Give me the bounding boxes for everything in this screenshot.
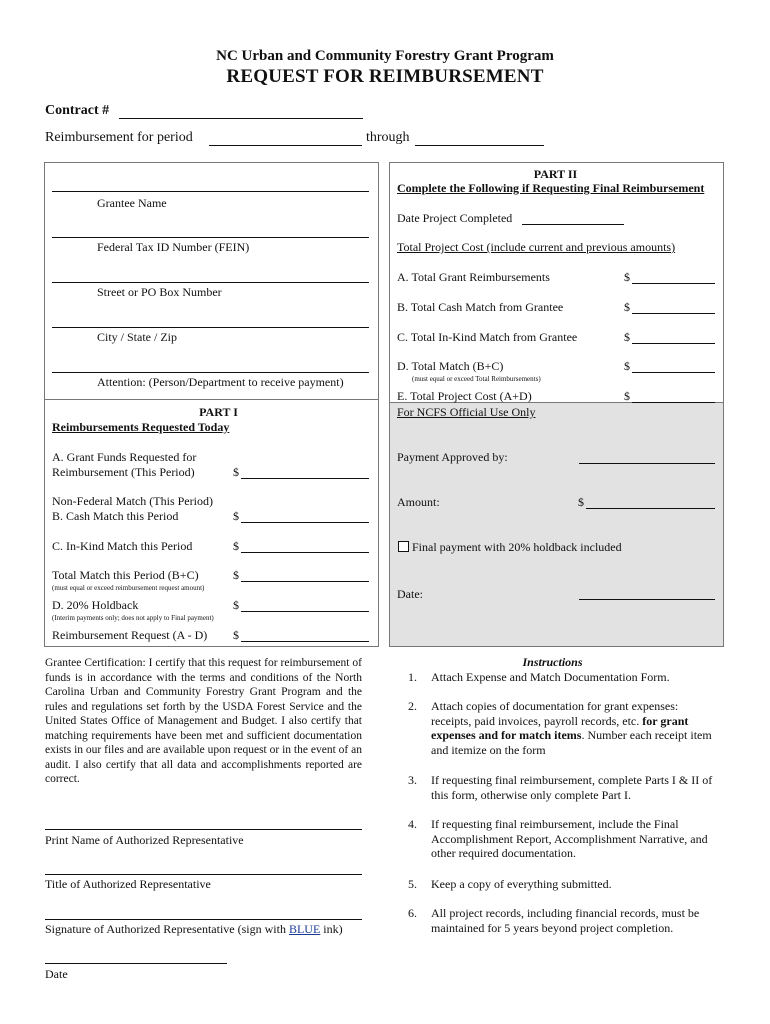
total-grant-reimbursements-field[interactable] xyxy=(632,270,715,284)
total-in-kind-match-field[interactable] xyxy=(632,330,715,344)
instruction-item xyxy=(431,699,721,757)
title-label: Title of Authorized Representative xyxy=(45,877,211,891)
signature-label-blue: BLUE xyxy=(288,922,321,936)
official-use-title: For NCFS Official Use Only xyxy=(397,405,536,419)
holdback-label: D. 20% Holdback xyxy=(52,598,139,612)
grantee-name-label: Grantee Name xyxy=(97,196,167,210)
official-use-panel xyxy=(389,402,724,647)
instruction-item: If requesting final reimbursement, include the Final Accomplishment Report, Accomplishment Narrative, and other required documentation. xyxy=(431,817,708,861)
official-amount-label: Amount: xyxy=(397,495,440,509)
city-state-zip-label: City / State / Zip xyxy=(97,330,177,344)
period-through-label: through xyxy=(366,130,410,145)
period-start-field[interactable] xyxy=(209,131,362,146)
instruction-item: Keep a copy of everything submitted. xyxy=(431,877,612,891)
final-payment-checkbox[interactable] xyxy=(398,541,409,552)
instructions-title: Instructions xyxy=(522,655,583,669)
total-match-bc-note: (must equal or exceed Total Reimbursements) xyxy=(412,375,541,383)
total-match-label: Total Match this Period (B+C) xyxy=(52,568,199,582)
date-label: Date xyxy=(45,967,68,981)
reimbursement-request-amount-field[interactable] xyxy=(241,628,369,642)
dollar-sign: $ xyxy=(578,495,584,509)
part2-title: PART II xyxy=(533,167,578,181)
signature-label-pre: Signature of Authorized Representative (sign with xyxy=(45,922,289,936)
signature-label-post: ink) xyxy=(320,922,343,936)
total-cash-match-label: B. Total Cash Match from Grantee xyxy=(397,300,564,314)
total-match-bc-field[interactable] xyxy=(632,359,715,373)
instruction-item: If requesting final reimbursement, complete Parts I & II of this form, otherwise only complete Part I. xyxy=(431,773,713,802)
payment-approved-field[interactable] xyxy=(579,450,715,464)
street-label: Street or PO Box Number xyxy=(97,285,222,299)
dollar-sign: $ xyxy=(233,539,239,553)
grant-funds-amount-field[interactable] xyxy=(241,465,369,479)
total-cost-header: Total Project Cost (include current and previous amounts) xyxy=(397,240,676,254)
date-field[interactable] xyxy=(45,950,227,964)
reimbursement-request-label: Reimbursement Request (A - D) xyxy=(52,628,208,642)
attention-label: Attention: (Person/Department to receive payment) xyxy=(97,375,344,389)
holdback-note: (Interim payments only; does not apply to Final payment) xyxy=(52,614,214,622)
dollar-sign: $ xyxy=(233,568,239,582)
grant-funds-label-1: A. Grant Funds Requested for xyxy=(52,450,197,464)
instruction-number: 2. xyxy=(408,699,417,713)
total-project-cost-field[interactable] xyxy=(632,389,715,403)
print-name-label: Print Name of Authorized Representative xyxy=(45,833,244,847)
total-match-bc-label: D. Total Match (B+C) xyxy=(397,359,504,373)
dollar-sign: $ xyxy=(624,330,630,344)
form-title: REQUEST FOR REIMBURSEMENT xyxy=(226,66,544,87)
total-grant-reimbursements-label: A. Total Grant Reimbursements xyxy=(397,270,550,284)
period-end-field[interactable] xyxy=(415,131,544,146)
grantee-certification-text: Grantee Certification: I certify that this request for reimbursement of funds is in accordance with the terms and conditions of the North Carolina Urban and Community Forestry Grant Program and the rules and regulations set forth by the USDA Forest Service and the United States Office of Management and Budget. I also certify that matching requirements have been met and sufficient documentation exists in our files and are available upon request or in the event of an audit. I also certify that all data and accomplishments reported are correct. xyxy=(45,657,362,785)
total-in-kind-match-label: C. Total In-Kind Match from Grantee xyxy=(397,330,578,344)
part1-title: PART I xyxy=(199,405,238,419)
instruction-number: 5. xyxy=(408,877,417,891)
contract-number-field[interactable] xyxy=(119,104,363,119)
print-name-field[interactable] xyxy=(45,816,362,830)
in-kind-match-label: C. In-Kind Match this Period xyxy=(52,539,193,553)
instruction-text-pre: Attach copies of documentation for grant expenses: receipts, paid invoices, payroll records, etc. xyxy=(431,699,679,728)
instruction-text-bold: for grant expenses and for match items xyxy=(431,713,689,743)
program-title: NC Urban and Community Forestry Grant Program xyxy=(216,48,554,64)
total-match-amount-field[interactable] xyxy=(241,568,369,582)
dollar-sign: $ xyxy=(233,628,239,642)
instruction-item: Attach Expense and Match Documentation Form. xyxy=(431,670,670,684)
total-match-note: (must equal or exceed reimbursement request amount) xyxy=(52,584,205,592)
contract-label: Contract # xyxy=(45,103,110,118)
date-completed-label: Date Project Completed xyxy=(397,211,513,225)
official-date-label: Date: xyxy=(397,587,423,601)
official-amount-field[interactable] xyxy=(586,495,715,509)
holdback-amount-field[interactable] xyxy=(241,598,369,612)
signature-field[interactable] xyxy=(45,906,362,920)
instruction-number: 1. xyxy=(408,670,417,684)
title-field[interactable] xyxy=(45,861,362,875)
instruction-text-post: . Number each receipt item and itemize on the form xyxy=(431,728,712,757)
dollar-sign: $ xyxy=(233,465,239,479)
in-kind-match-amount-field[interactable] xyxy=(241,539,369,553)
part1-subtitle: Reimbursements Requested Today xyxy=(52,420,230,434)
payment-approved-label: Payment Approved by: xyxy=(397,450,508,464)
grantee-name-field[interactable] xyxy=(52,178,369,192)
instruction-number: 3. xyxy=(408,773,417,787)
official-date-field[interactable] xyxy=(579,586,715,600)
city-state-zip-field[interactable] xyxy=(52,314,369,328)
cash-match-amount-field[interactable] xyxy=(241,509,369,523)
street-field[interactable] xyxy=(52,269,369,283)
dollar-sign: $ xyxy=(233,509,239,523)
dollar-sign: $ xyxy=(624,359,630,373)
fein-label: Federal Tax ID Number (FEIN) xyxy=(97,240,250,254)
signature-label xyxy=(45,922,343,936)
dollar-sign: $ xyxy=(624,300,630,314)
period-label: Reimbursement for period xyxy=(45,130,193,145)
instruction-item: All project records, including financial records, must be maintained for 5 years beyond project completion. xyxy=(431,906,700,935)
non-federal-match-label: Non-Federal Match (This Period) xyxy=(52,494,213,508)
part2-subtitle: Complete the Following if Requesting Final Reimbursement xyxy=(397,181,705,195)
date-completed-field[interactable] xyxy=(522,211,624,225)
instruction-number: 6. xyxy=(408,906,417,920)
left-panel-divider xyxy=(44,399,378,400)
grant-funds-label-2: Reimbursement (This Period) xyxy=(52,465,195,479)
final-payment-label: Final payment with 20% holdback included xyxy=(412,540,622,554)
cash-match-label: B. Cash Match this Period xyxy=(52,509,179,523)
instruction-number: 4. xyxy=(408,817,417,831)
dollar-sign: $ xyxy=(233,598,239,612)
dollar-sign: $ xyxy=(624,389,630,403)
total-project-cost-label: E. Total Project Cost (A+D) xyxy=(397,389,532,403)
dollar-sign: $ xyxy=(624,270,630,284)
attention-field[interactable] xyxy=(52,359,369,373)
fein-field[interactable] xyxy=(52,224,369,238)
total-cash-match-field[interactable] xyxy=(632,300,715,314)
